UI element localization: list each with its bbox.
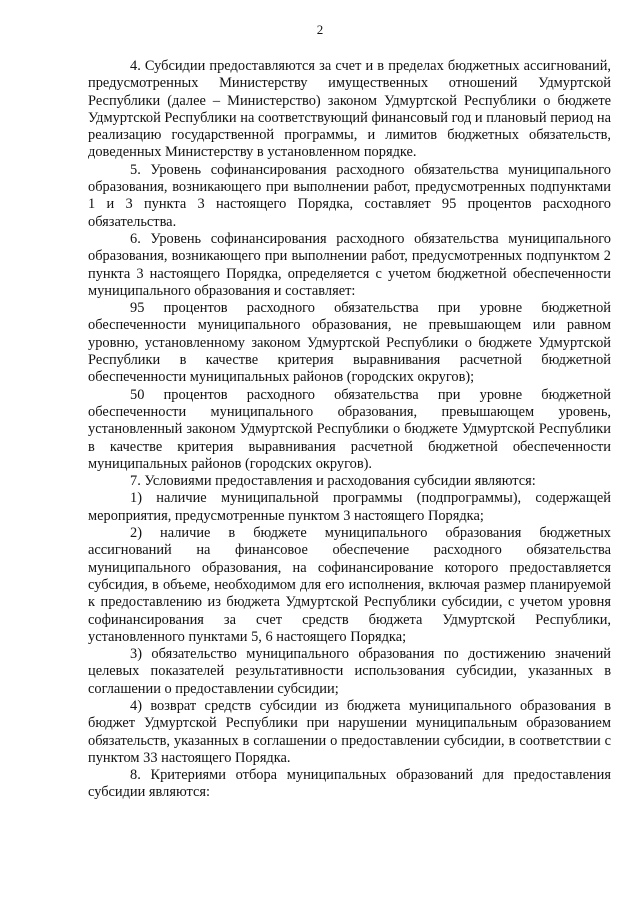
paragraph-7-item-3: 3) обязательство муниципального образования по достижению значений целевых показателей результативности использования субсидии, указанных в соглашении о предоставлении субсидии; xyxy=(88,646,611,697)
paragraph-4-funding-source: 4. Субсидии предоставляются за счет и в пределах бюджетных ассигнований, предусмотренных Министерству имущественных отношений Удмуртской Республики (далее – Министерство) законом Удмуртской Республики о бюджете Удмуртской Республики на соответствующий финансовый год и плановый период на реализацию государственной программы, и лимитов бюджетных обязательств, доведенных Министерству в установленном порядке. xyxy=(88,58,611,161)
paragraph-7-item-2: 2) наличие в бюджете муниципального образования бюджетных ассигнований на финансовое обеспечение расходного обязательства муниципального образования, на софинансирование которого предоставляется субсидия, в объеме, необходимом для его исполнения, включая размер планируемой к предоставлению из бюджета Удмуртской Республики субсидии, с учетом уровня софинансирования за счет средств бюджета Удмуртской Республики, установленного пунктами 5, 6 настоящего Порядка; xyxy=(88,525,611,645)
paragraph-6-95-percent: 95 процентов расходного обязательства при уровне бюджетной обеспеченности муниципального образования, не превышающем или равном уровню, установленному законом Удмуртской Республики о бюджете Удмуртской Республики в качестве критерия выравнивания расчетной бюджетной обеспеченности муниципальных районов (городских округов); xyxy=(88,300,611,386)
paragraph-6-cofinancing-level: 6. Уровень софинансирования расходного обязательства муниципального образования, возникающего при выполнении работ, предусмотренных подпунктом 2 пункта 3 настоящего Порядка, определяется с учетом бюджетной обеспеченности муниципального образования и составляет: xyxy=(88,230,611,299)
paragraph-7-item-4: 4) возврат средств субсидии из бюджета муниципального образования в бюджет Удмуртской Республики при нарушении муниципальным образованием обязательств, указанных в соглашении о предоставлении субсидии, в соответствии с пунктом 33 настоящего Порядка. xyxy=(88,697,611,766)
paragraph-8-criteria: 8. Критериями отбора муниципальных образований для предоставления субсидии являются: xyxy=(88,767,611,801)
page-number: 2 xyxy=(316,22,324,37)
paragraph-7-item-1: 1) наличие муниципальной программы (подпрограммы), содержащей мероприятия, предусмотренные пунктом 3 настоящего Порядка; xyxy=(88,490,611,524)
paragraph-5-cofinancing-level: 5. Уровень софинансирования расходного обязательства муниципального образования, возникающего при выполнении работ, предусмотренных подпунктами 1 и 3 пункта 3 настоящего Порядка, составляет 95 процентов расходного обязательства. xyxy=(88,161,611,230)
paragraph-7-conditions: 7. Условиями предоставления и расходования субсидии являются: xyxy=(130,473,536,490)
document-body xyxy=(88,58,611,802)
paragraph-6-50-percent: 50 процентов расходного обязательства при уровне бюджетной обеспеченности муниципального образования, превышающем уровень, установленный законом Удмуртской Республики о бюджете Удмуртской Республики в качестве критерия выравнивания расчетной бюджетной обеспеченности муниципальных районов (городских округов). xyxy=(88,386,611,472)
